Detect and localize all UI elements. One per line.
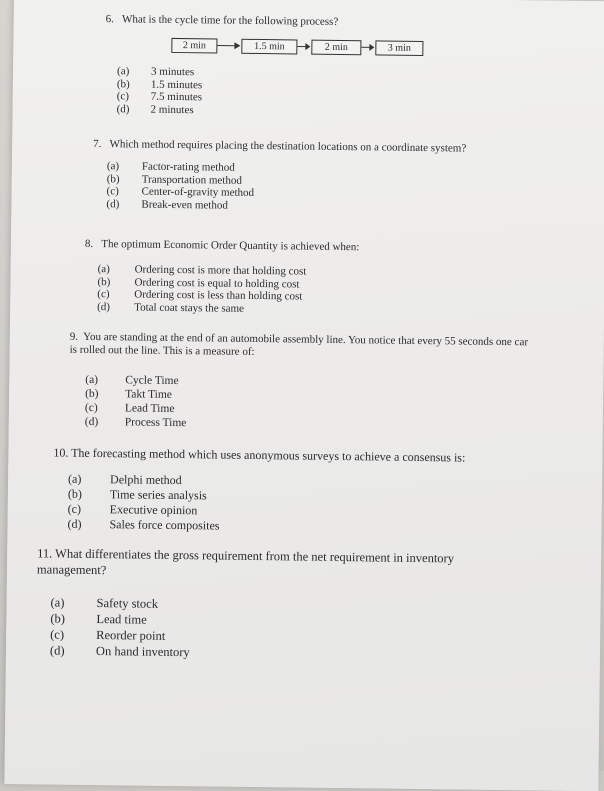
arrow-right-icon (361, 43, 375, 51)
arrow-right-icon (217, 41, 241, 49)
options-10 (67, 472, 220, 534)
option-a: (a) Ordering cost is more that holding cost (98, 263, 307, 278)
question-number: 8. (85, 238, 93, 250)
process-step-1: 2 min (171, 38, 217, 54)
process-step-2: 1.5 min (241, 39, 297, 55)
arrow-right-icon (297, 42, 311, 50)
options-6 (117, 65, 203, 116)
question-text: Which method requires placing the destination locations on a coordinate system? (109, 138, 466, 154)
option-c: (c) 7.5 minutes (117, 90, 202, 104)
option-c: (c) Reorder point (50, 626, 190, 644)
option-d: (d) 2 minutes (117, 103, 202, 117)
options-9 (85, 373, 187, 430)
option-b: (b) Transportation method (107, 173, 255, 187)
question-text: The forecasting method which uses anonymous surveys to achieve a consensus is: (71, 446, 465, 465)
question-number: 9. (70, 331, 78, 343)
option-a: (a) Safety stock (50, 594, 190, 612)
option-a: (a) Cycle Time (85, 373, 187, 388)
option-c: (c) Lead Time (85, 401, 187, 416)
option-b: (b) Time series analysis (68, 487, 220, 504)
option-c: (c) Executive opinion (68, 502, 220, 519)
option-b: (b) Takt Time (85, 387, 187, 402)
question-text: The optimum Economic Order Quantity is achieved when: (101, 238, 359, 253)
option-c: (c) Center-of-gravity method (107, 185, 255, 199)
question-text: What differentiates the gross requirement from the net requirement in inventory management? (37, 547, 454, 578)
option-a: (a) Factor-rating method (107, 160, 255, 174)
question-9 (70, 331, 530, 363)
option-d: (d) Sales force composites (67, 517, 219, 534)
question-text: What is the cycle time for the following process? (122, 13, 338, 28)
question-number: 6. (106, 13, 114, 25)
option-b: (b) Ordering cost is equal to holding cost (97, 276, 306, 291)
option-d: (d) Process Time (85, 415, 187, 430)
question-6 (106, 13, 339, 29)
question-number: 10. (53, 446, 68, 460)
process-step-4: 3 min (375, 40, 423, 56)
question-7 (93, 138, 466, 156)
option-d: (d) Total coat stays the same (97, 301, 306, 316)
option-a: (a) Delphi method (68, 472, 220, 489)
question-number: 11. (37, 546, 52, 560)
option-c: (c) Ordering cost is less than holding cost (97, 288, 306, 303)
option-b: (b) 1.5 minutes (117, 78, 202, 92)
options-11 (50, 594, 191, 660)
option-d: (d) On hand inventory (50, 642, 190, 660)
process-step-3: 2 min (311, 40, 361, 56)
options-7 (106, 160, 254, 212)
option-b: (b) Lead time (50, 610, 190, 628)
option-a: (a) 3 minutes (117, 65, 202, 79)
option-d: (d) Break-even method (106, 198, 254, 212)
question-number: 7. (93, 138, 101, 150)
question-8 (85, 238, 360, 254)
options-8 (97, 263, 306, 316)
exam-page (4, 0, 604, 791)
question-11 (37, 546, 507, 584)
question-10 (53, 447, 465, 466)
question-text: You are standing at the end of an automobile assembly line. You notice that every 55 seconds one car is rolled out the line. This is a measure of: (70, 331, 529, 358)
